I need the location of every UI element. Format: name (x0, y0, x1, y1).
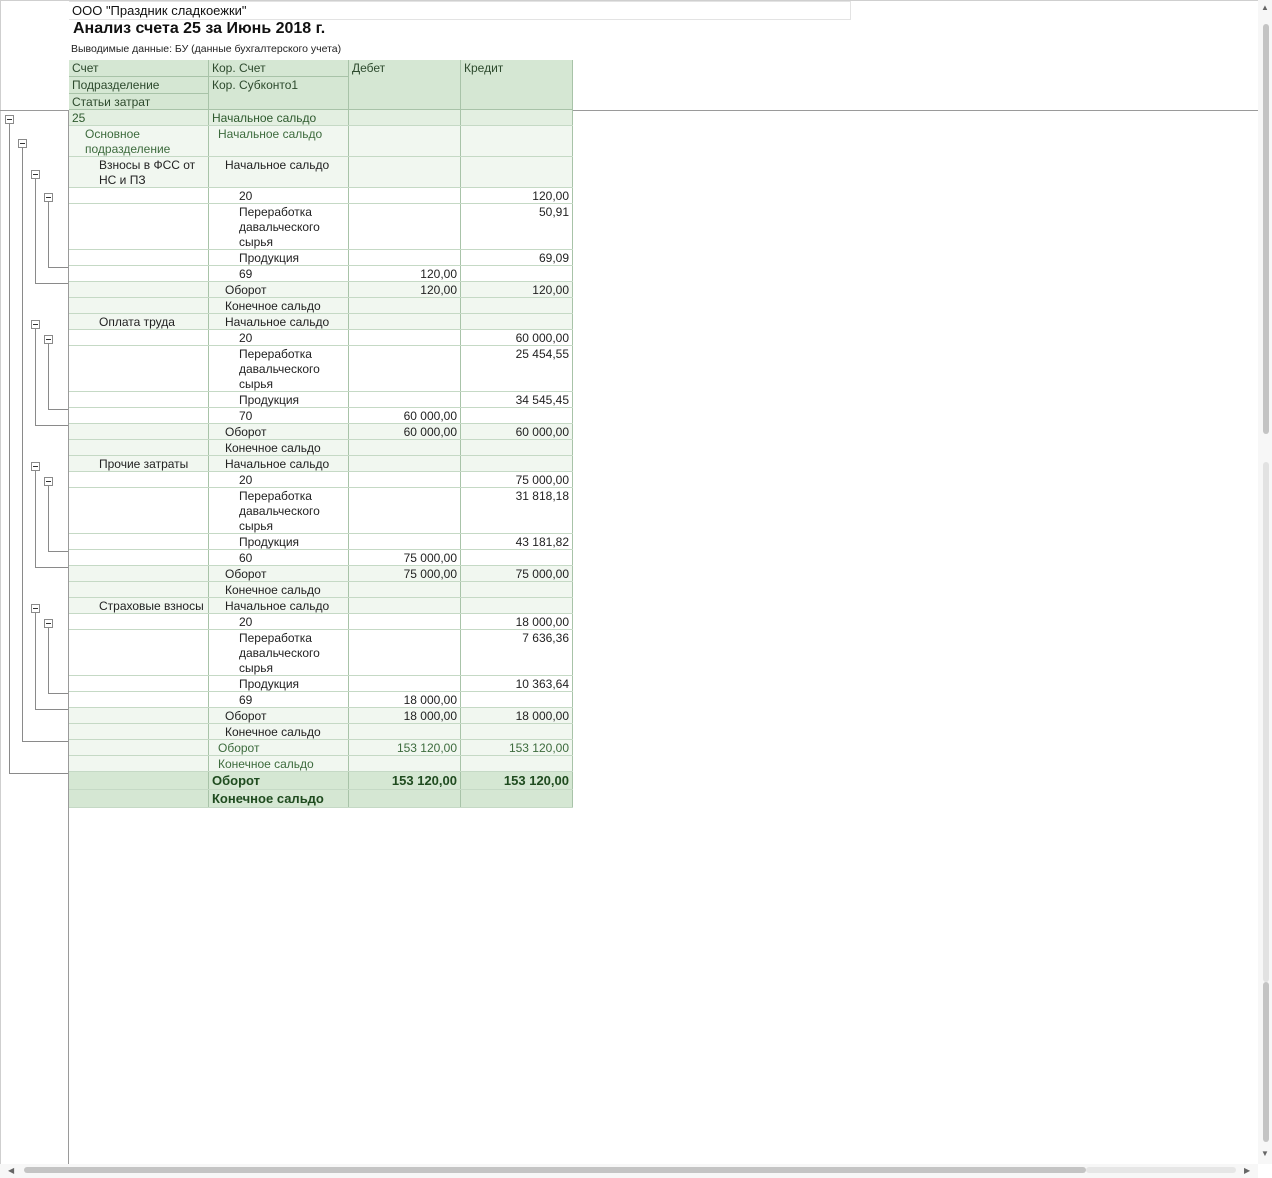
cell-corr (209, 314, 349, 329)
table-row[interactable] (69, 676, 573, 692)
cell-corr-text: Переработка давальческого сырья (239, 205, 320, 249)
header-sep (69, 93, 209, 94)
cell-credit (461, 456, 573, 471)
cell-corr-text: Начальное сальдо (225, 158, 330, 172)
cell-credit-text: 75 000,00 (515, 473, 569, 487)
cell-credit-text: 60 000,00 (515, 425, 569, 439)
cell-credit-text: 153 120,00 (508, 741, 569, 755)
cell-corr-text: Продукция (239, 535, 300, 549)
cell-corr (209, 582, 349, 597)
table-row[interactable] (69, 772, 573, 790)
cell-corr-text: Начальное сальдо (225, 315, 330, 329)
cell-account (69, 630, 209, 675)
scroll-down-arrow-icon[interactable]: ▼ (1261, 1149, 1269, 1158)
cell-account (69, 204, 209, 249)
cell-corr-text: Переработка давальческого сырья (239, 347, 320, 391)
scroll-up-arrow-icon[interactable]: ▲ (1261, 3, 1269, 12)
cell-account (69, 392, 209, 407)
cell-account (69, 424, 209, 439)
cell-debit (349, 534, 461, 549)
cell-credit (461, 298, 573, 313)
table-row[interactable] (69, 692, 573, 708)
cell-credit-text: 60 000,00 (515, 331, 569, 345)
cell-corr-text: Продукция (239, 251, 300, 265)
cell-debit (349, 346, 461, 391)
vertical-scroll-track[interactable] (1263, 462, 1269, 982)
cell-debit-text: 18 000,00 (403, 693, 457, 707)
cell-credit (461, 110, 573, 125)
cell-account (69, 408, 209, 423)
header-sep (209, 76, 349, 77)
cell-corr (209, 740, 349, 755)
cell-account (69, 756, 209, 771)
cell-account (69, 534, 209, 549)
table-row[interactable] (69, 756, 573, 772)
output-data-caption: Выводимые данные: БУ (данные бухгалтерского учета) (71, 43, 342, 55)
cell-credit (461, 772, 573, 789)
cell-account (69, 456, 209, 471)
table-row[interactable] (69, 330, 573, 346)
cell-credit (461, 756, 573, 771)
scroll-right-arrow-icon[interactable]: ▶ (1244, 1166, 1251, 1175)
cell-account-text: Основное подразделение (85, 127, 171, 156)
cell-corr (209, 566, 349, 581)
vertical-scroll-thumb[interactable] (1263, 24, 1269, 434)
table-row[interactable] (69, 314, 573, 330)
cell-corr (209, 756, 349, 771)
table-row[interactable] (69, 346, 573, 392)
cell-credit (461, 204, 573, 249)
table-row[interactable] (69, 157, 573, 188)
cell-corr-text: 60 (239, 551, 253, 565)
tree-line (35, 471, 36, 567)
tree-line (22, 741, 68, 742)
table-row[interactable] (69, 488, 573, 534)
cell-debit (349, 598, 461, 613)
collapse-toggle-icon[interactable] (31, 462, 40, 471)
cell-corr (209, 456, 349, 471)
tree-line (48, 344, 49, 409)
cell-account (69, 298, 209, 313)
cell-account (69, 676, 209, 691)
organization-cell (69, 1, 851, 20)
table-row[interactable] (69, 424, 573, 440)
cell-account (69, 724, 209, 739)
cell-corr-text: Конечное сальдо (218, 757, 314, 771)
tree-line (22, 148, 23, 741)
cell-credit-text: 75 000,00 (515, 567, 569, 581)
tree-line (48, 486, 49, 551)
cell-account (69, 582, 209, 597)
header-col-debit (349, 60, 461, 109)
table-row[interactable] (69, 188, 573, 204)
cell-corr-text: Переработка давальческого сырья (239, 489, 320, 533)
cell-debit (349, 790, 461, 807)
cell-account (69, 266, 209, 281)
report-frame-left (0, 0, 1, 1164)
cell-corr (209, 440, 349, 455)
cell-credit-text: 69,09 (538, 251, 569, 265)
cell-account (69, 488, 209, 533)
cell-debit (349, 250, 461, 265)
cell-debit (349, 298, 461, 313)
tree-line (48, 693, 68, 694)
cell-account (69, 157, 209, 187)
cell-debit (349, 110, 461, 125)
cell-credit-text: 50,91 (538, 205, 569, 219)
cell-debit (349, 724, 461, 739)
report-title: Анализ счета 25 за Июнь 2018 г. (73, 20, 326, 37)
cell-corr (209, 157, 349, 187)
cell-account (69, 692, 209, 707)
cell-credit (461, 408, 573, 423)
cell-debit-text: 153 120,00 (391, 773, 457, 788)
tree-line (48, 202, 49, 267)
table-row[interactable] (69, 598, 573, 614)
table-row[interactable] (69, 790, 573, 808)
cell-credit (461, 708, 573, 723)
table-row[interactable] (69, 282, 573, 298)
cell-account (69, 346, 209, 391)
tree-line (35, 567, 68, 568)
scroll-left-arrow-icon[interactable]: ◀ (8, 1166, 15, 1175)
table-row[interactable] (69, 724, 573, 740)
cell-credit (461, 676, 573, 691)
cell-corr-text: 20 (239, 189, 253, 203)
cell-corr-text: Продукция (239, 677, 300, 691)
cell-corr-text: Конечное сальдо (225, 725, 321, 739)
cell-corr (209, 392, 349, 407)
cell-debit-text: 75 000,00 (403, 567, 457, 581)
cell-corr-text: 69 (239, 267, 253, 281)
cell-debit (349, 740, 461, 755)
cell-corr-text: Конечное сальдо (225, 441, 321, 455)
cell-corr-text: Начальное сальдо (225, 599, 330, 613)
cell-credit (461, 566, 573, 581)
cell-account-text: Оплата труда (99, 315, 175, 329)
header-credit: Кредит (464, 61, 504, 75)
cell-debit-text: 18 000,00 (403, 709, 457, 723)
cell-debit (349, 630, 461, 675)
cell-corr (209, 772, 349, 789)
cell-account (69, 790, 209, 807)
cell-account (69, 126, 209, 156)
table-row[interactable] (69, 550, 573, 566)
cell-debit (349, 550, 461, 565)
table-row[interactable] (69, 456, 573, 472)
cell-credit (461, 157, 573, 187)
cell-debit (349, 676, 461, 691)
cell-account (69, 110, 209, 125)
tree-line (48, 267, 68, 268)
cell-debit (349, 314, 461, 329)
tree-line (35, 329, 36, 425)
cell-credit (461, 424, 573, 439)
cell-credit (461, 582, 573, 597)
tree-line (35, 709, 68, 710)
cell-debit-text: 120,00 (420, 267, 457, 281)
table-row[interactable] (69, 582, 573, 598)
cell-corr (209, 346, 349, 391)
table-row[interactable] (69, 614, 573, 630)
cell-corr-text: Конечное сальдо (212, 791, 324, 806)
header-cost-items: Статьи затрат (72, 95, 151, 109)
cell-corr (209, 472, 349, 487)
cell-corr-text: Конечное сальдо (225, 583, 321, 597)
cell-account (69, 330, 209, 345)
cell-debit (349, 614, 461, 629)
cell-corr-text: 20 (239, 331, 253, 345)
header-corr-account: Кор. Счет (212, 61, 266, 75)
cell-account (69, 708, 209, 723)
cell-debit-text: 60 000,00 (403, 425, 457, 439)
cell-account (69, 550, 209, 565)
table-row[interactable] (69, 298, 573, 314)
header-debit: Дебет (352, 61, 386, 75)
table-row[interactable] (69, 566, 573, 582)
cell-credit (461, 188, 573, 203)
collapse-toggle-icon[interactable] (31, 320, 40, 329)
cell-corr (209, 614, 349, 629)
cell-corr-text: Переработка давальческого сырья (239, 631, 320, 675)
cell-debit (349, 756, 461, 771)
collapse-toggle-icon[interactable] (44, 619, 53, 628)
cell-credit (461, 724, 573, 739)
cell-credit-text: 120,00 (532, 189, 569, 203)
cell-corr (209, 790, 349, 807)
cell-account (69, 772, 209, 789)
cell-debit (349, 566, 461, 581)
cell-debit (349, 772, 461, 789)
cell-credit (461, 550, 573, 565)
cell-debit-text: 60 000,00 (403, 409, 457, 423)
cell-corr-text: Продукция (239, 393, 300, 407)
cell-credit (461, 440, 573, 455)
cell-credit (461, 266, 573, 281)
cell-corr (209, 126, 349, 156)
cell-corr (209, 488, 349, 533)
collapse-toggle-icon[interactable] (31, 170, 40, 179)
cell-credit (461, 392, 573, 407)
cell-credit-text: 18 000,00 (515, 709, 569, 723)
cell-debit (349, 157, 461, 187)
tree-line (9, 773, 68, 774)
cell-credit-text: 31 818,18 (515, 489, 569, 503)
cell-corr (209, 298, 349, 313)
cell-corr-text: Оборот (225, 709, 267, 723)
cell-corr-text: Начальное сальдо (225, 457, 330, 471)
table-row[interactable] (69, 204, 573, 250)
table-row[interactable] (69, 266, 573, 282)
cell-credit (461, 314, 573, 329)
cell-credit-text: 34 545,45 (515, 393, 569, 407)
table-row[interactable] (69, 440, 573, 456)
cell-debit-text: 75 000,00 (403, 551, 457, 565)
cell-corr (209, 110, 349, 125)
cell-corr-text: Начальное сальдо (218, 127, 323, 141)
cell-account (69, 566, 209, 581)
cell-corr (209, 282, 349, 297)
collapse-toggle-icon[interactable] (44, 335, 53, 344)
cell-debit (349, 330, 461, 345)
tree-line (48, 628, 49, 693)
cell-debit (349, 582, 461, 597)
tree-line (35, 613, 36, 709)
cell-credit-text: 18 000,00 (515, 615, 569, 629)
table-row[interactable] (69, 740, 573, 756)
tree-line (9, 124, 10, 773)
cell-credit-text: 25 454,55 (515, 347, 569, 361)
cell-credit (461, 282, 573, 297)
cell-corr (209, 408, 349, 423)
cell-debit (349, 204, 461, 249)
collapse-toggle-icon[interactable] (44, 477, 53, 486)
cell-corr (209, 250, 349, 265)
cell-account (69, 614, 209, 629)
cell-corr-text: Оборот (225, 425, 267, 439)
table-row[interactable] (69, 110, 573, 126)
collapse-toggle-icon[interactable] (31, 604, 40, 613)
cell-credit (461, 472, 573, 487)
table-row[interactable] (69, 250, 573, 266)
cell-corr-text: 69 (239, 693, 253, 707)
table-row[interactable] (69, 534, 573, 550)
cell-corr (209, 550, 349, 565)
table-row[interactable] (69, 630, 573, 676)
cell-corr (209, 598, 349, 613)
cell-corr (209, 676, 349, 691)
header-account: Счет (72, 61, 99, 75)
cell-credit (461, 330, 573, 345)
cell-corr-text: Оборот (218, 741, 260, 755)
cell-credit (461, 598, 573, 613)
cell-credit (461, 346, 573, 391)
tree-line (35, 425, 68, 426)
cell-corr (209, 424, 349, 439)
cell-corr (209, 266, 349, 281)
cell-corr-text: 70 (239, 409, 253, 423)
cell-credit (461, 250, 573, 265)
horizontal-scroll-thumb[interactable] (24, 1167, 1086, 1173)
table-row[interactable] (69, 472, 573, 488)
cell-debit (349, 424, 461, 439)
cell-account-text: Страховые взносы (99, 599, 204, 613)
cell-debit-text: 120,00 (420, 283, 457, 297)
cell-debit (349, 282, 461, 297)
cell-credit (461, 126, 573, 156)
cell-credit (461, 790, 573, 807)
cell-corr (209, 692, 349, 707)
cell-debit (349, 266, 461, 281)
header-department: Подразделение (72, 78, 160, 92)
header-col-credit (461, 60, 573, 109)
cell-corr (209, 330, 349, 345)
cell-corr-text: 20 (239, 615, 253, 629)
horizontal-scroll-track[interactable] (1086, 1167, 1236, 1173)
cell-credit (461, 692, 573, 707)
tree-line (48, 409, 68, 410)
cell-corr-text: 20 (239, 473, 253, 487)
cell-account (69, 440, 209, 455)
cell-debit (349, 456, 461, 471)
header-col-corr (209, 60, 349, 109)
cell-credit (461, 630, 573, 675)
cell-credit-text: 43 181,82 (515, 535, 569, 549)
cell-corr-text: Оборот (212, 773, 261, 788)
cell-credit (461, 740, 573, 755)
cell-credit-text: 10 363,64 (515, 677, 569, 691)
table-row[interactable] (69, 408, 573, 424)
cell-corr-text: Конечное сальдо (225, 299, 321, 313)
cell-debit (349, 392, 461, 407)
cell-credit (461, 614, 573, 629)
cell-corr-text: Начальное сальдо (212, 111, 317, 125)
collapse-toggle-icon[interactable] (44, 193, 53, 202)
cell-account (69, 314, 209, 329)
cell-debit-text: 153 120,00 (396, 741, 457, 755)
cell-debit (349, 408, 461, 423)
cell-debit (349, 472, 461, 487)
cell-credit-text: 7 636,36 (522, 631, 569, 645)
cell-account-text: Взносы в ФСС от НС и ПЗ (99, 158, 196, 187)
tree-line (35, 283, 68, 284)
cell-account (69, 472, 209, 487)
cell-debit (349, 692, 461, 707)
table-header (69, 60, 573, 110)
collapse-toggle-icon[interactable] (5, 115, 14, 124)
table-row[interactable] (69, 126, 573, 157)
cell-account-text: 25 (72, 111, 86, 125)
cell-credit (461, 534, 573, 549)
cell-corr (209, 188, 349, 203)
cell-debit (349, 188, 461, 203)
organization-name: ООО "Праздник сладкоежки" (72, 3, 247, 18)
cell-account (69, 740, 209, 755)
table-row[interactable] (69, 392, 573, 408)
cell-account (69, 250, 209, 265)
vertical-scroll-thumb-lower[interactable] (1263, 982, 1269, 1142)
header-corr-subconto: Кор. Субконто1 (212, 78, 299, 92)
cell-account (69, 598, 209, 613)
table-row[interactable] (69, 708, 573, 724)
collapse-toggle-icon[interactable] (18, 139, 27, 148)
cell-corr-text: Оборот (225, 283, 267, 297)
tree-line (35, 179, 36, 283)
cell-debit (349, 708, 461, 723)
cell-credit (461, 488, 573, 533)
cell-account-text: Прочие затраты (99, 457, 189, 471)
header-sep (69, 76, 209, 77)
cell-credit-text: 153 120,00 (503, 773, 569, 788)
tree-line (48, 551, 68, 552)
cell-corr (209, 708, 349, 723)
cell-corr (209, 204, 349, 249)
cell-corr (209, 724, 349, 739)
cell-account (69, 188, 209, 203)
cell-account (69, 282, 209, 297)
cell-credit-text: 120,00 (532, 283, 569, 297)
header-col-account (69, 60, 209, 109)
cell-debit (349, 126, 461, 156)
cell-corr (209, 630, 349, 675)
cell-debit (349, 488, 461, 533)
cell-corr (209, 534, 349, 549)
cell-debit (349, 440, 461, 455)
cell-corr-text: Оборот (225, 567, 267, 581)
